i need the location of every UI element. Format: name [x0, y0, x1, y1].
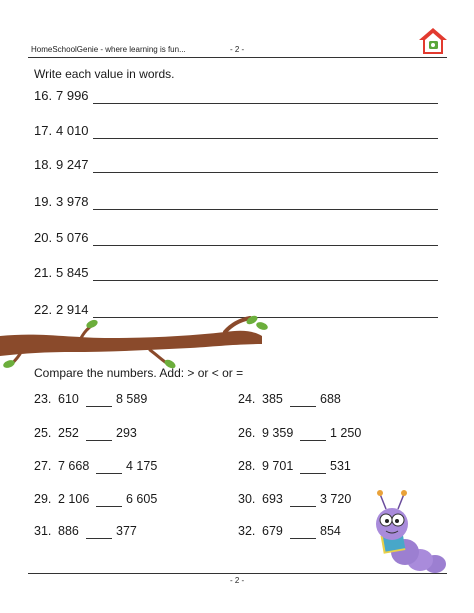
compare-right-value: 688 [320, 392, 341, 406]
reading-caterpillar-illustration [360, 476, 450, 574]
compare-item [34, 455, 204, 473]
compare-item [238, 422, 408, 440]
word-item-label: 18. [34, 157, 53, 172]
word-item-value: 9 247 [56, 157, 89, 172]
compare-item-label: 24. [238, 392, 256, 406]
word-item [34, 154, 438, 174]
word-item [34, 227, 438, 247]
compare-item [238, 455, 408, 473]
compare-item-label: 30. [238, 492, 256, 506]
answer-line[interactable] [93, 138, 438, 139]
answer-line[interactable] [93, 245, 438, 246]
compare-item-label: 26. [238, 426, 256, 440]
compare-left-value: 385 [262, 392, 283, 406]
compare-right-value: 854 [320, 524, 341, 538]
compare-left-value: 2 106 [58, 492, 90, 506]
compare-answer-blank[interactable] [96, 473, 122, 474]
compare-answer-blank[interactable] [300, 440, 326, 441]
header-divider [28, 57, 447, 58]
compare-answer-blank[interactable] [86, 538, 112, 539]
house-logo-icon [418, 27, 448, 55]
compare-answer-blank[interactable] [290, 538, 316, 539]
compare-answer-blank[interactable] [290, 506, 316, 507]
compare-left-value: 610 [58, 392, 79, 406]
compare-left-value: 886 [58, 524, 79, 538]
word-item-label: 20. [34, 230, 53, 245]
compare-answer-blank[interactable] [86, 406, 112, 407]
compare-left-value: 9 701 [262, 459, 294, 473]
answer-line[interactable] [93, 280, 438, 281]
header-page-number: - 2 - [230, 45, 245, 54]
compare-left-value: 693 [262, 492, 283, 506]
answer-line[interactable] [93, 209, 438, 210]
compare-right-value: 3 720 [320, 492, 352, 506]
word-item-value: 5 845 [56, 265, 89, 280]
word-item-label: 19. [34, 194, 53, 209]
word-item-value: 2 914 [56, 302, 89, 317]
compare-item-label: 25. [34, 426, 52, 440]
words-instructions: Write each value in words. [34, 67, 175, 81]
compare-item-label: 28. [238, 459, 256, 473]
compare-item [34, 488, 204, 506]
compare-item [34, 388, 204, 406]
compare-left-value: 9 359 [262, 426, 294, 440]
word-item-label: 22. [34, 302, 53, 317]
compare-item [34, 520, 204, 538]
footer-divider [28, 573, 447, 574]
compare-left-value: 679 [262, 524, 283, 538]
compare-answer-blank[interactable] [300, 473, 326, 474]
compare-right-value: 531 [330, 459, 351, 473]
footer-page-number: - 2 - [230, 576, 245, 585]
compare-item-label: 32. [238, 524, 256, 538]
header-site-text: HomeSchoolGenie - where learning is fun... [31, 45, 186, 54]
word-item-label: 17. [34, 123, 53, 138]
answer-line[interactable] [93, 172, 438, 173]
answer-line[interactable] [93, 103, 438, 104]
word-item [34, 120, 438, 140]
compare-answer-blank[interactable] [86, 440, 112, 441]
compare-left-value: 7 668 [58, 459, 90, 473]
compare-item-label: 31. [34, 524, 52, 538]
word-item-value: 4 010 [56, 123, 89, 138]
compare-right-value: 1 250 [330, 426, 362, 440]
compare-right-value: 4 175 [126, 459, 158, 473]
compare-item [238, 388, 408, 406]
compare-right-value: 293 [116, 426, 137, 440]
word-item [34, 85, 438, 105]
compare-instructions: Compare the numbers. Add: > or < or = [34, 366, 244, 380]
compare-answer-blank[interactable] [290, 406, 316, 407]
tree-branch-illustration [0, 314, 275, 370]
compare-item-label: 27. [34, 459, 52, 473]
word-item [34, 262, 438, 282]
compare-left-value: 252 [58, 426, 79, 440]
word-item-label: 21. [34, 265, 53, 280]
compare-right-value: 6 605 [126, 492, 158, 506]
compare-right-value: 377 [116, 524, 137, 538]
word-item-value: 3 978 [56, 194, 89, 209]
compare-answer-blank[interactable] [96, 506, 122, 507]
compare-item-label: 23. [34, 392, 52, 406]
compare-item [34, 422, 204, 440]
compare-right-value: 8 589 [116, 392, 148, 406]
compare-item-label: 29. [34, 492, 52, 506]
word-item-value: 5 076 [56, 230, 89, 245]
word-item-label: 16. [34, 88, 53, 103]
word-item-value: 7 996 [56, 88, 89, 103]
word-item [34, 191, 438, 211]
